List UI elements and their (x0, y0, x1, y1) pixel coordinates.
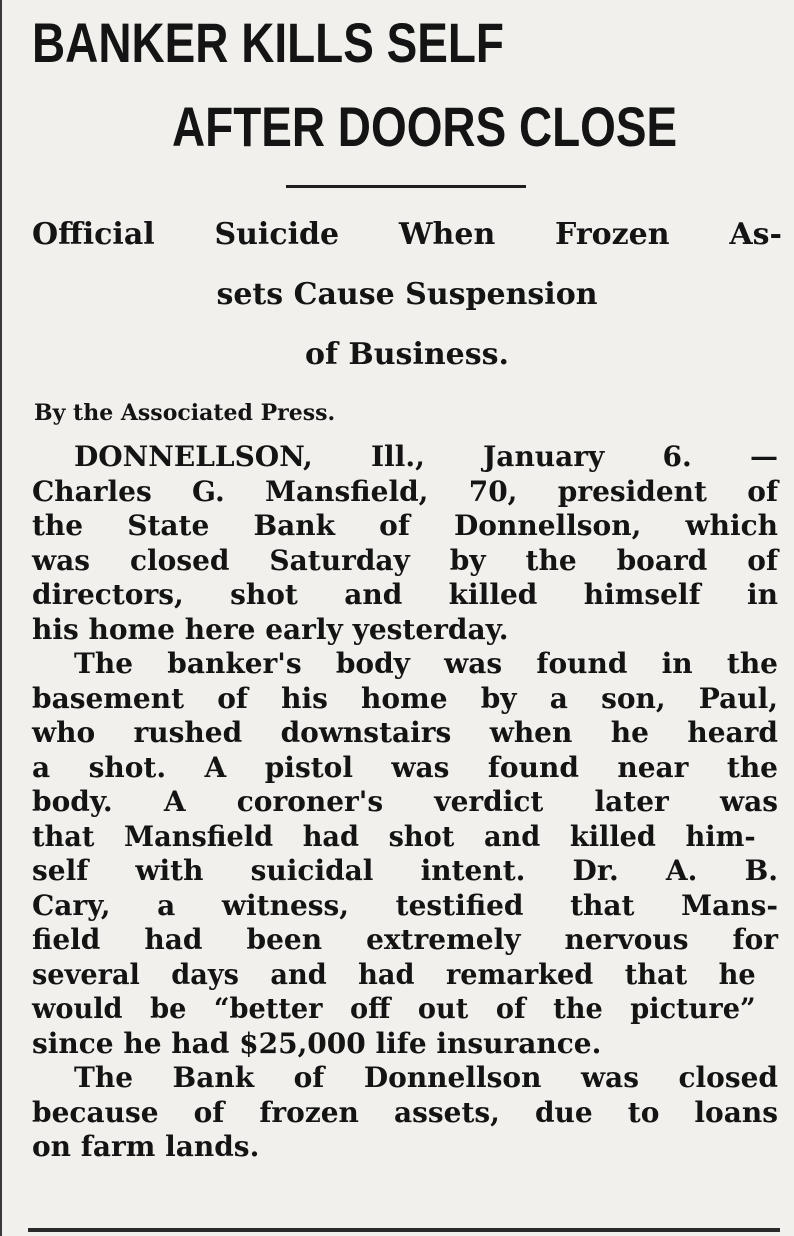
subheadline-line-2: sets Cause Suspension (216, 277, 598, 312)
headline-divider (286, 185, 526, 188)
subheadline (32, 205, 782, 385)
article-line: directors, shot and killed himself in (32, 578, 778, 611)
article-line: would be “better off out of the picture” (32, 992, 756, 1025)
article-line: The Bank of Donnellson was closed (74, 1061, 778, 1094)
article-line: who rushed downstairs when he heard (32, 716, 778, 749)
article-line: DONNELLSON, Ill., January 6. — (74, 440, 778, 473)
article-line: body. A coroner's verdict later was (32, 785, 778, 818)
article-line: since he had $25,000 life insurance. (32, 1026, 602, 1060)
article-body (32, 440, 778, 1165)
article-line: on farm lands. (32, 1130, 260, 1163)
article-line: because of frozen assets, due to loans (32, 1095, 778, 1129)
subheadline-line-1: Official Suicide When Frozen As- (32, 217, 782, 252)
subheadline-line-3: of Business. (305, 337, 509, 372)
headline-line-2: AFTER DOORS CLOSE (172, 95, 678, 158)
article-line: was closed Saturday by the board of (32, 543, 778, 577)
article-line: field had been extremely nervous for (32, 923, 778, 956)
article-line: basement of his home by a son, Paul, (32, 681, 778, 715)
article-line: the State Bank of Donnellson, which (32, 509, 778, 542)
article-line: The banker's body was found in the (74, 647, 778, 680)
article-line: self with suicidal intent. Dr. A. B. (32, 854, 778, 887)
article-line: his home here early yesterday. (32, 612, 509, 646)
bottom-column-rule (28, 1228, 780, 1232)
article-line: a shot. A pistol was found near the (32, 750, 778, 784)
article-line: that Mansfield had shot and killed him- (32, 819, 756, 853)
headline-line-1: BANKER KILLS SELF (32, 11, 504, 74)
article-line: several days and had remarked that he (32, 957, 756, 991)
article-line: Cary, a witness, testified that Mans- (32, 888, 778, 922)
article-line: Charles G. Mansfield, 70, president of (32, 474, 778, 508)
byline: By the Associated Press. (34, 400, 336, 426)
